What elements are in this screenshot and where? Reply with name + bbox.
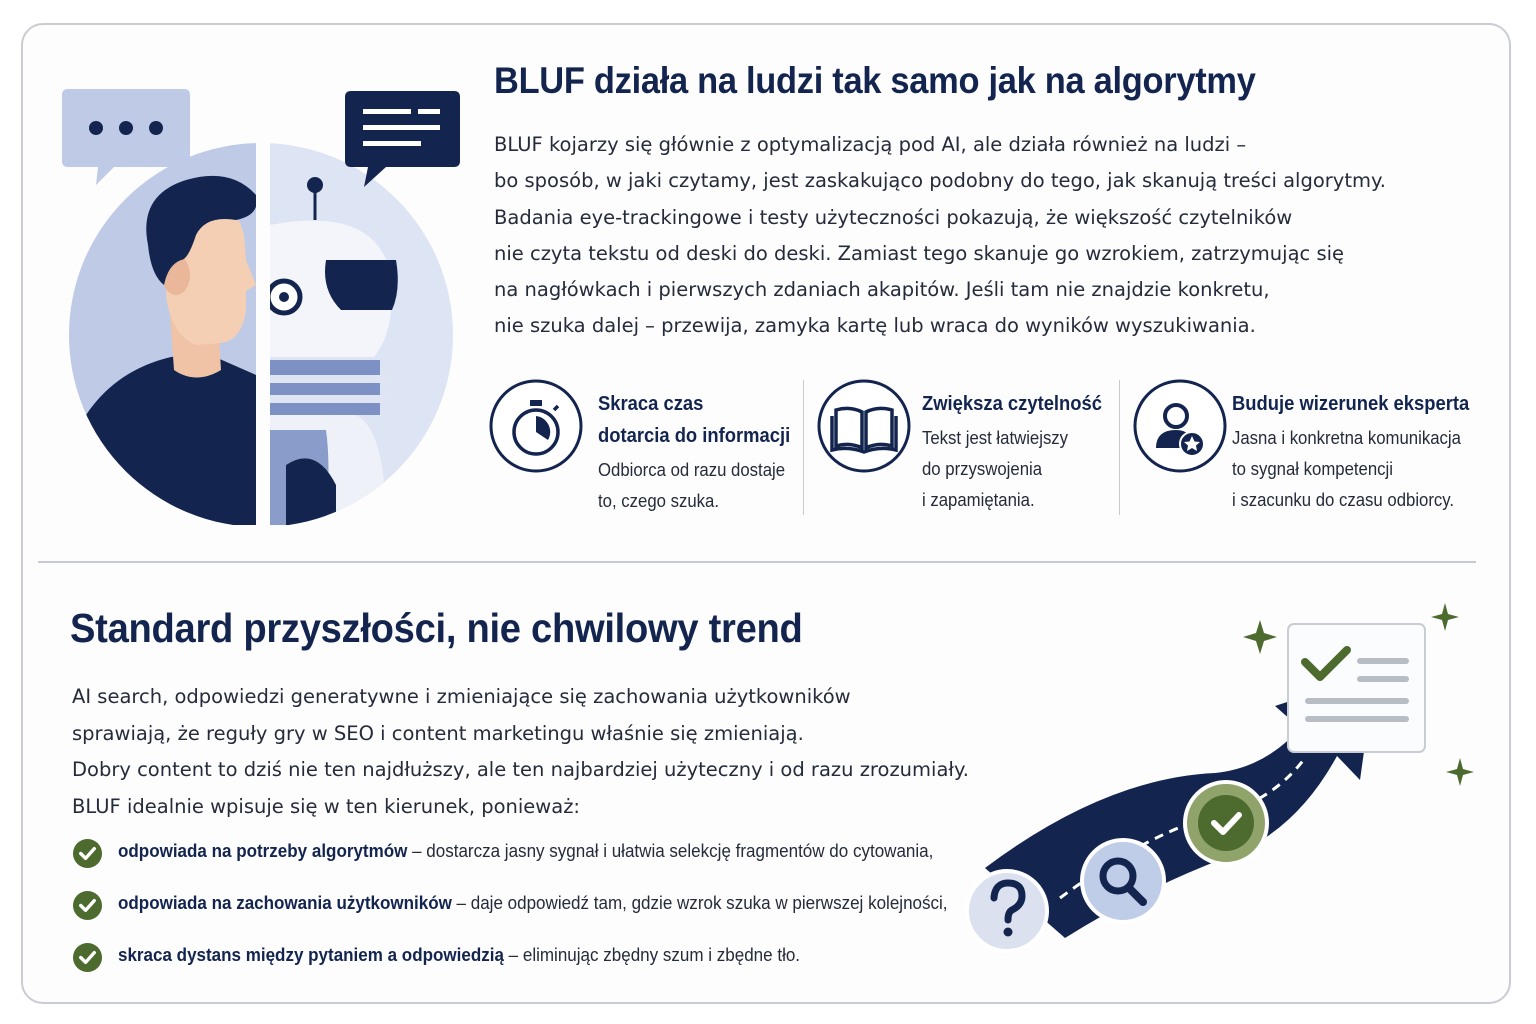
question-mark-icon xyxy=(967,871,1047,951)
growth-arrow-illustration xyxy=(955,598,1495,978)
feature-time-title: Skraca czas dotarcia do informacji xyxy=(598,393,791,447)
check-circle-icon xyxy=(72,942,103,973)
feature-divider xyxy=(803,380,804,515)
section1-title: BLUF działa na ludzi tak samo jak na algorytmy xyxy=(494,60,1256,101)
feature-expert-title: Buduje wizerunek eksperta xyxy=(1232,393,1470,415)
check-circle-icon xyxy=(1185,782,1267,864)
human-robot-illustration xyxy=(56,85,476,525)
check-circle-icon xyxy=(72,838,103,869)
feature-time-desc: Odbiorca od razu dostaje to, czego szuka. xyxy=(598,460,786,511)
search-icon xyxy=(1082,840,1164,922)
check-circle-icon xyxy=(72,890,103,921)
feature-readability-desc: Tekst jest łatwiejszy do przyswojenia i zapamiętania. xyxy=(922,428,1069,510)
section2-paragraph: AI search, odpowiedzi generatywne i zmieniające się zachowania użytkowników sprawiają, że reguły gry w SEO i content marketingu właśnie się zmieniają. Dobry content to dziś nie ten najdłuższy, ale ten najbardziej użyteczny i od razu zrozumiały. BLUF idealnie wpisuje się w ten kierunek, ponieważ: xyxy=(72,685,969,819)
feature-readability-title: Zwiększa czytelność xyxy=(922,393,1103,415)
feature-divider xyxy=(1119,380,1120,515)
open-book-icon xyxy=(816,378,912,474)
feature-expert-desc: Jasna i konkretna komunikacja to sygnał kompetencji i szacunku do czasu odbiorcy. xyxy=(1232,428,1461,510)
checklist-document-icon xyxy=(1288,624,1425,752)
expert-badge-icon xyxy=(1132,378,1228,474)
section2-title: Standard przyszłości, nie chwilowy trend xyxy=(70,605,803,651)
stopwatch-icon xyxy=(488,378,584,474)
section1-paragraph: BLUF kojarzy się głównie z optymalizacją pod AI, ale działa również na ludzi – bo sposób, w jaki czytamy, jest zaskakująco podobny do tego, jak skanują treści algorytmy. Badania eye-trackingowe i testy użyteczności pokazują, że większość czytelników nie czyta tekstu od deski do deski. Zamiast tego skanuje go wzrokiem, zatrzymując się na nagłówkach i pierwszych zdaniach akapitów. Jeśli tam nie znajdzie konkretu, nie szuka dalej – przewija, zamyka kartę lub wraca do wyników wyszukiwania. xyxy=(494,133,1386,338)
section-divider xyxy=(38,561,1476,563)
